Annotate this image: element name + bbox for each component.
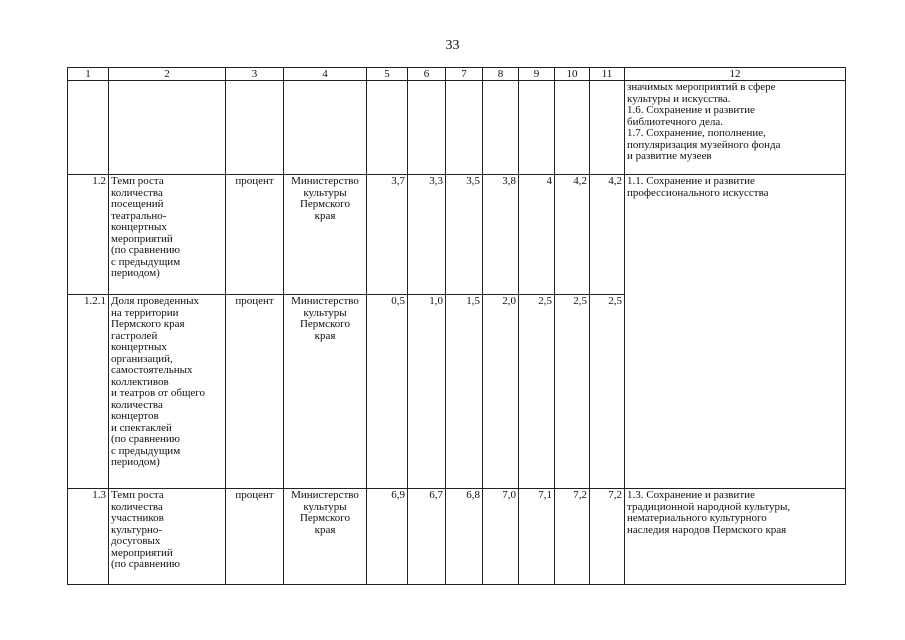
row-number: 1.3 xyxy=(68,489,109,585)
header-cell: 12 xyxy=(625,68,846,81)
row-number: 1.2.1 xyxy=(68,295,109,489)
empty-cell xyxy=(590,81,625,175)
value-cell: 1,0 xyxy=(408,295,446,489)
empty-cell xyxy=(519,81,555,175)
table-row xyxy=(68,175,846,295)
header-cell: 11 xyxy=(590,68,625,81)
value-cell: 2,0 xyxy=(483,295,519,489)
table-header-row xyxy=(68,68,846,81)
page-number: 33 xyxy=(445,38,460,53)
header-cell: 7 xyxy=(446,68,483,81)
goals-cell: значимых мероприятий в сфере культуры и искусства. 1.6. Сохранение и развитие библиотечного дела. 1.7. Сохранение, пополнение, популяризация музейного фонда и развитие музеев xyxy=(625,81,846,175)
value-cell: 3,5 xyxy=(446,175,483,295)
header-cell: 3 xyxy=(226,68,284,81)
table-row xyxy=(68,489,846,585)
value-cell: 1,5 xyxy=(446,295,483,489)
indicator-table xyxy=(67,67,846,585)
header-cell: 6 xyxy=(408,68,446,81)
value-cell: 0,5 xyxy=(367,295,408,489)
value-cell: 2,5 xyxy=(590,295,625,489)
header-cell: 4 xyxy=(284,68,367,81)
value-cell: 4 xyxy=(519,175,555,295)
value-cell: 4,2 xyxy=(555,175,590,295)
empty-cell xyxy=(367,81,408,175)
unit-cell: процент xyxy=(226,175,284,295)
empty-cell xyxy=(446,81,483,175)
empty-cell xyxy=(226,81,284,175)
value-cell: 7,1 xyxy=(519,489,555,585)
value-cell: 6,7 xyxy=(408,489,446,585)
agency-cell: Министерство культуры Пермского края xyxy=(284,489,367,585)
empty-cell xyxy=(284,81,367,175)
table-row xyxy=(68,295,846,489)
value-cell: 3,8 xyxy=(483,175,519,295)
goals-cell xyxy=(625,295,846,489)
empty-cell xyxy=(483,81,519,175)
indicator-name: Темп роста количества посещений театрально- концертных мероприятий (по сравнению с предыдущим периодом) xyxy=(109,175,226,295)
table-row-continuation xyxy=(68,81,846,175)
unit-cell: процент xyxy=(226,295,284,489)
goals-cell: 1.3. Сохранение и развитие традиционной народной культуры, нематериального культурного наследия народов Пермского края xyxy=(625,489,846,585)
value-cell: 6,9 xyxy=(367,489,408,585)
value-cell: 7,2 xyxy=(555,489,590,585)
indicator-name: Темп роста количества участников культурно- досуговых мероприятий (по сравнению xyxy=(109,489,226,585)
agency-cell: Министерство культуры Пермского края xyxy=(284,295,367,489)
value-cell: 7,0 xyxy=(483,489,519,585)
empty-cell xyxy=(109,81,226,175)
value-cell: 3,3 xyxy=(408,175,446,295)
empty-cell xyxy=(555,81,590,175)
value-cell: 2,5 xyxy=(555,295,590,489)
header-cell: 9 xyxy=(519,68,555,81)
header-cell: 2 xyxy=(109,68,226,81)
row-number: 1.2 xyxy=(68,175,109,295)
value-cell: 6,8 xyxy=(446,489,483,585)
empty-cell xyxy=(68,81,109,175)
header-cell: 10 xyxy=(555,68,590,81)
header-cell: 5 xyxy=(367,68,408,81)
value-cell: 4,2 xyxy=(590,175,625,295)
agency-cell: Министерство культуры Пермского края xyxy=(284,175,367,295)
unit-cell: процент xyxy=(226,489,284,585)
value-cell: 7,2 xyxy=(590,489,625,585)
header-cell: 8 xyxy=(483,68,519,81)
value-cell: 2,5 xyxy=(519,295,555,489)
value-cell: 3,7 xyxy=(367,175,408,295)
indicator-name: Доля проведенных на территории Пермского края гастролей концертных организаций, самостоятельных коллективов и театров от общего количества концертов и спектаклей (по сравнению с предыдущим периодом) xyxy=(109,295,226,489)
goals-cell: 1.1. Сохранение и развитие профессионального искусства xyxy=(625,175,846,295)
header-cell: 1 xyxy=(68,68,109,81)
empty-cell xyxy=(408,81,446,175)
